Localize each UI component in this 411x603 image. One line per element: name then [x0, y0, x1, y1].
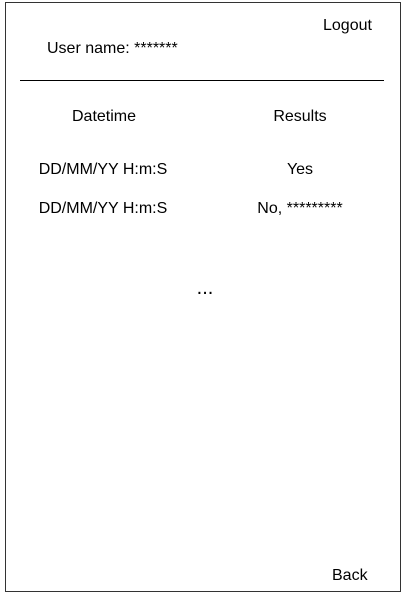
column-header-results: Results — [273, 108, 327, 125]
more-rows-indicator: ... — [196, 277, 214, 299]
back-button[interactable]: Back — [332, 567, 368, 584]
logout-button[interactable]: Logout — [323, 17, 372, 34]
table-row — [0, 160, 411, 180]
user-name-label: User name: ******* — [47, 40, 178, 57]
column-header-datetime: Datetime — [71, 108, 137, 125]
result-cell: Yes — [286, 161, 314, 178]
result-cell: No, ********* — [257, 200, 343, 217]
datetime-cell: DD/MM/YY H:m:S — [38, 200, 168, 217]
header-divider — [20, 80, 384, 81]
datetime-cell: DD/MM/YY H:m:S — [38, 161, 168, 178]
table-row — [0, 199, 411, 219]
